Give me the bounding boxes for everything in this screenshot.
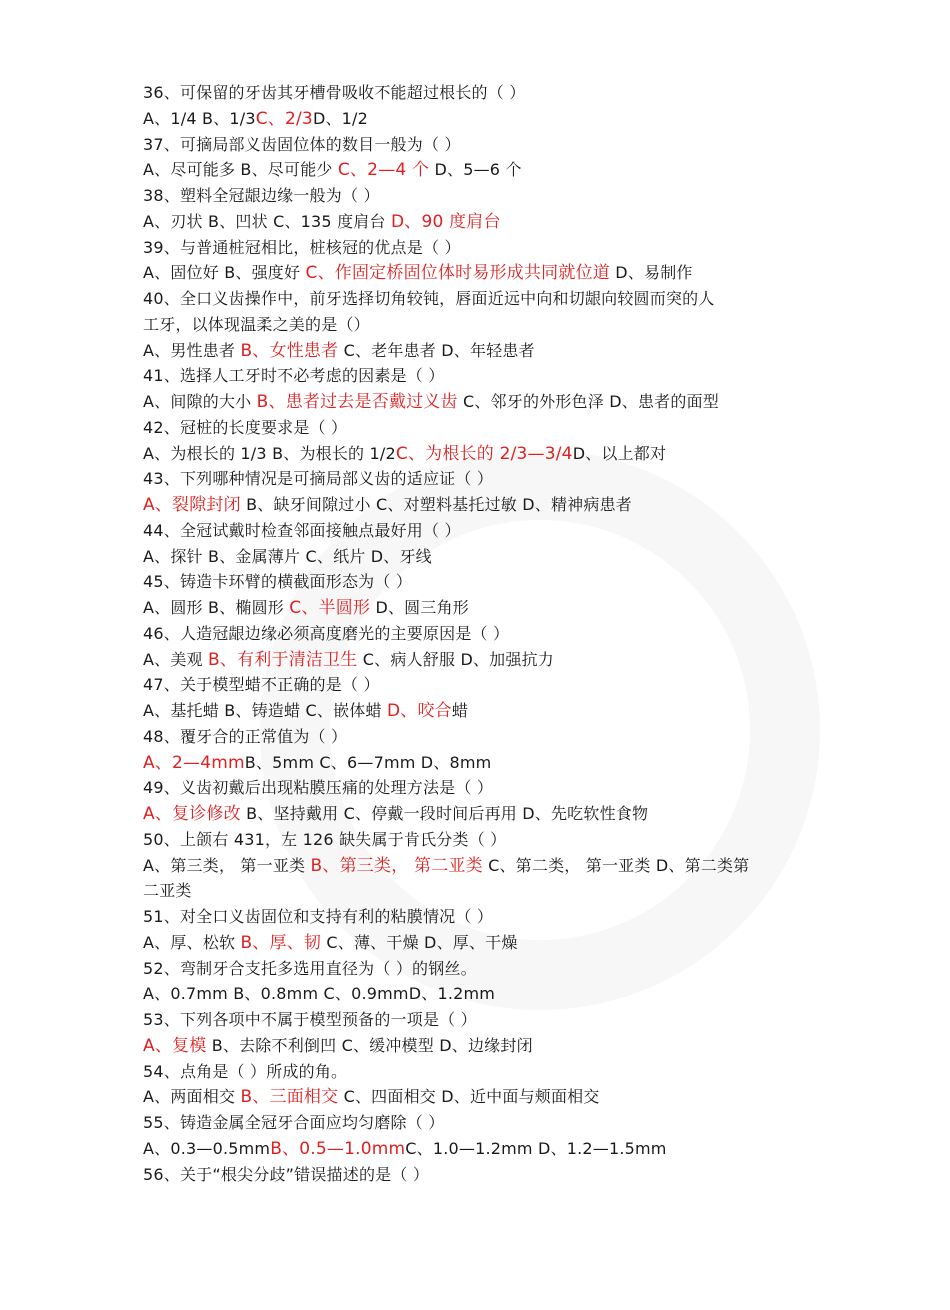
correct-answer: C、2—4 个: [337, 160, 430, 181]
question-line: [143, 775, 823, 801]
correct-answer: C、作固定桥固位体时易形成共同就位道: [305, 263, 610, 284]
text-segment: 52、弯制牙合支托多选用直径为（ ）的钢丝。: [143, 958, 477, 978]
answer-options-line: [143, 209, 823, 235]
question-line: [143, 621, 823, 647]
answer-options-line: [143, 1136, 823, 1162]
text-segment: 50、上颌右 431，左 126 缺失属于肯氏分类（ ）: [143, 829, 507, 849]
text-segment: D、以上都对: [572, 443, 667, 463]
question-line: [143, 956, 823, 982]
text-segment: A、为根长的 1/3 B、为根长的 1/2: [143, 443, 396, 463]
text-segment: B、坚持戴用 C、停戴一段时间后再用 D、先吃软性食物: [240, 804, 649, 823]
text-segment: 37、可摘局部义齿固位体的数目一般为（ ）: [143, 134, 461, 154]
correct-answer: D、90 度肩台: [390, 211, 501, 232]
question-line: [143, 286, 823, 312]
answer-options-line: [143, 338, 823, 364]
text-segment: 55、铸造金属全冠牙合面应均匀磨除（ ）: [143, 1113, 445, 1132]
correct-answer: B、厚、韧: [240, 932, 322, 953]
text-segment: A、厚、松软: [143, 932, 241, 952]
question-line: [143, 415, 823, 441]
correct-answer: A、复模: [143, 1035, 207, 1056]
question-line: [143, 235, 823, 261]
text-segment: C、第二类， 第一亚类 D、第二类第: [482, 855, 750, 875]
correct-answer: B、三面相交: [240, 1087, 339, 1108]
question-line: [143, 466, 823, 492]
answer-options-line: [143, 750, 823, 776]
text-segment: C、老年患者 D、年轻患者: [338, 340, 535, 360]
answer-options-line: [143, 492, 823, 518]
question-line: [143, 904, 823, 930]
text-segment: A、0.7mm B、0.8mm C、0.9mmD、1.2mm: [143, 984, 496, 1004]
text-segment: 39、与普通桩冠相比，桩核冠的优点是（ ）: [143, 237, 461, 257]
question-line: [143, 672, 823, 698]
question-line: [143, 724, 823, 750]
text-segment: 41、选择人工牙时不必考虑的因素是（ ）: [143, 366, 445, 386]
question-line: [143, 518, 823, 544]
question-line: [143, 80, 823, 106]
text-segment: B、5mm C、6—7mm D、8mm: [244, 752, 492, 772]
text-segment: 44、全冠试戴时检查邻面接触点最好用（ ）: [143, 520, 461, 540]
answer-options-line: [143, 647, 823, 673]
correct-answer: B、第三类， 第二亚类: [310, 855, 483, 876]
answer-options-line: [143, 1084, 823, 1110]
answer-options-line: [143, 106, 823, 132]
correct-answer: C、为根长的 2/3—3/4: [395, 443, 573, 464]
answer-options-line: [143, 801, 823, 827]
text-segment: A、美观: [143, 649, 209, 669]
correct-answer: C、半圆形: [289, 598, 371, 618]
text-segment: 48、覆牙合的正常值为（ ）: [143, 726, 348, 746]
question-line: [143, 1110, 823, 1136]
question-line: [143, 1162, 823, 1188]
text-segment: A、尽可能多 B、尽可能少: [143, 160, 338, 180]
text-segment: D、易制作: [609, 263, 693, 283]
text-segment: A、圆形 B、椭圆形: [143, 598, 290, 617]
question-line: [143, 363, 823, 389]
text-segment: A、间隙的大小: [143, 392, 257, 411]
text-segment: D、5—6 个: [429, 160, 522, 180]
text-segment: 53、下列各项中不属于模型预备的一项是（ ）: [143, 1010, 477, 1029]
text-segment: D、1/2: [312, 108, 369, 128]
question-line: [143, 1007, 823, 1033]
text-segment: A、探针 B、金属薄片 C、纸片 D、牙线: [143, 546, 432, 566]
correct-answer: C、2/3: [255, 108, 313, 129]
question-line: [143, 183, 823, 209]
text-segment: A、两面相交: [143, 1087, 241, 1107]
text-segment: 38、塑料全冠龈边缘一般为（ ）: [143, 186, 380, 205]
text-segment: 47、关于模型蜡不正确的是（ ）: [143, 675, 380, 695]
answer-options-line: [143, 544, 823, 570]
correct-answer: A、2—4mm: [143, 752, 245, 773]
correct-answer: B、患者过去是否戴过义齿: [256, 392, 458, 412]
text-segment: 工牙，以体现温柔之美的是（）: [143, 314, 370, 334]
correct-answer: B、女性患者: [240, 340, 339, 361]
answer-options-line: [143, 981, 823, 1007]
answer-options-line: [143, 698, 823, 724]
text-segment: A、0.3—0.5mm: [143, 1138, 271, 1158]
correct-answer: A、裂隙封闭: [143, 495, 241, 515]
text-segment: 46、人造冠龈边缘必须高度磨光的主要原因是（ ）: [143, 623, 510, 643]
text-segment: 49、义齿初戴后出现粘膜压痛的处理方法是（ ）: [143, 778, 494, 798]
text-segment: 40、全口义齿操作中，前牙选择切角较钝，唇面近远中向和切龈向较圆而突的人: [143, 289, 715, 308]
correct-answer: B、0.5—1.0mm: [270, 1138, 406, 1159]
text-segment: C、病人舒服 D、加强抗力: [357, 649, 554, 669]
text-segment: A、基托蜡 B、铸造蜡 C、嵌体蜡: [143, 701, 387, 720]
question-list: [143, 80, 823, 1187]
answer-options-line: [143, 157, 823, 183]
text-segment: 二亚类: [143, 881, 192, 901]
text-segment: 43、下列哪种情况是可摘局部义齿的适应证（ ）: [143, 469, 494, 489]
text-segment: 54、点角是（ ）所成的角。: [143, 1061, 348, 1081]
answer-options-line: [143, 312, 823, 338]
answer-options-line: [143, 930, 823, 956]
correct-answer: B、有利于清洁卫生: [208, 649, 358, 670]
answer-options-line: [143, 595, 823, 621]
question-line: [143, 827, 823, 853]
text-segment: 蜡: [451, 701, 469, 720]
answer-options-line: [143, 260, 823, 286]
answer-options-line: [143, 1033, 823, 1059]
text-segment: C、1.0—1.2mm D、1.2—1.5mm: [405, 1138, 667, 1158]
text-segment: A、固位好 B、强度好: [143, 263, 306, 283]
correct-answer: D、咬合: [386, 701, 452, 721]
question-line: [143, 1059, 823, 1085]
text-segment: 56、关于“根尖分歧”错误描述的是（ ）: [143, 1164, 430, 1184]
text-segment: D、圆三角形: [370, 598, 469, 617]
text-segment: C、邻牙的外形色泽 D、患者的面型: [457, 392, 719, 411]
text-segment: C、四面相交 D、近中面与颊面相交: [338, 1087, 600, 1107]
text-segment: 51、对全口义齿固位和支持有利的粘膜情况（ ）: [143, 907, 494, 926]
question-line: [143, 569, 823, 595]
text-segment: B、缺牙间隙过小 C、对塑料基托过敏 D、精神病患者: [240, 495, 632, 514]
answer-options-line: [143, 441, 823, 467]
text-segment: A、刃状 B、凹状 C、135 度肩台: [143, 211, 391, 231]
answer-options-line: [143, 853, 823, 879]
text-segment: A、第三类， 第一亚类: [143, 855, 311, 875]
text-segment: 42、冠桩的长度要求是（ ）: [143, 417, 348, 437]
correct-answer: A、复诊修改: [143, 804, 241, 824]
question-line: [143, 132, 823, 158]
text-segment: A、1/4 B、1/3: [143, 108, 256, 128]
answer-options-line: [143, 878, 823, 904]
text-segment: 36、可保留的牙齿其牙槽骨吸收不能超过根长的（ ）: [143, 83, 526, 102]
text-segment: B、去除不利倒凹 C、缓冲模型 D、边缘封闭: [206, 1035, 533, 1055]
text-segment: A、男性患者: [143, 340, 241, 360]
text-segment: 45、铸造卡环臂的横截面形态为（ ）: [143, 572, 413, 592]
answer-options-line: [143, 389, 823, 415]
text-segment: C、薄、干燥 D、厚、干燥: [321, 932, 518, 952]
